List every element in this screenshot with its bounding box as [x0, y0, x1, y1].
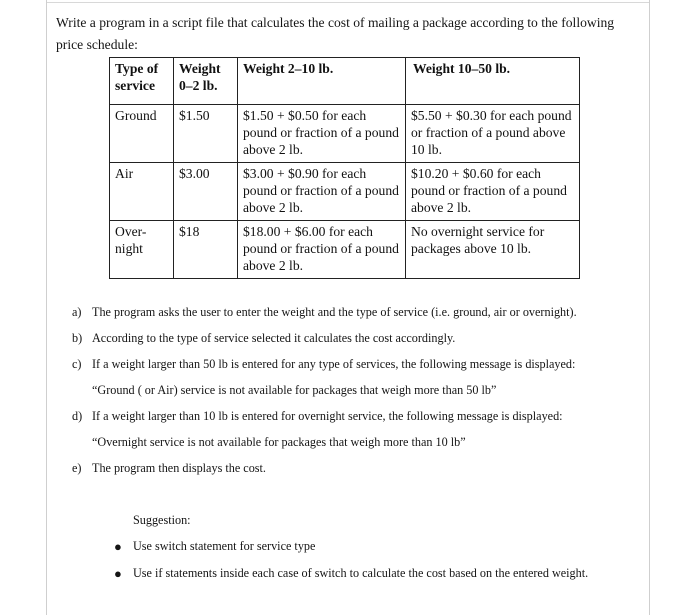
cell-ground-0-2: $1.50	[174, 105, 238, 163]
list-item	[72, 305, 647, 320]
cell-service-ground: Ground	[110, 105, 174, 163]
list-marker: e)	[72, 461, 82, 475]
suggestion-text: Use switch statement for service type	[133, 539, 316, 553]
header-weight-2-10: Weight 2–10 lb.	[238, 58, 406, 105]
cell-overnight-10-50: No overnight service for packages above 10 lb.	[406, 221, 580, 279]
error-message-quote: “Ground ( or Air) service is not available for packages that weigh more than 50 lb”	[92, 383, 497, 397]
cell-service-air: Air	[110, 163, 174, 221]
table-row	[110, 221, 580, 279]
price-schedule-table	[109, 57, 580, 279]
suggestion-list	[114, 539, 644, 593]
list-text: The program asks the user to enter the weight and the type of service (i.e. ground, air or overnight).	[92, 305, 577, 319]
list-text-block	[92, 357, 647, 398]
header-type-of-service: Type of service	[110, 58, 174, 105]
requirements-list	[72, 305, 647, 487]
list-text: According to the type of service selected it calculates the cost accordingly.	[92, 331, 456, 345]
header-weight-0-2: Weight 0–2 lb.	[174, 58, 238, 105]
list-text: If a weight larger than 10 lb is entered for overnight service, the following message is displayed:	[92, 409, 563, 423]
list-item	[72, 461, 647, 476]
suggestion-heading: Suggestion:	[133, 513, 191, 527]
list-text: If a weight larger than 50 lb is entered for any type of services, the following message is displayed:	[92, 357, 576, 371]
list-marker: d)	[72, 409, 83, 423]
bullet-icon: ●	[114, 566, 122, 581]
list-item	[72, 409, 647, 450]
intro-paragraph: Write a program in a script file that calculates the cost of mailing a package according to the following price schedule:	[56, 15, 615, 52]
cell-service-overnight: Over-night	[110, 221, 174, 279]
cell-ground-2-10: $1.50 + $0.50 for each pound or fraction of a pound above 2 lb.	[238, 105, 406, 163]
list-text-block	[92, 409, 647, 450]
document-page	[46, 0, 650, 615]
list-item	[72, 331, 647, 346]
list-marker: a)	[72, 305, 82, 319]
table-header-row	[110, 58, 580, 105]
header-weight-10-50	[406, 58, 580, 105]
top-divider	[47, 2, 649, 3]
list-text: The program then displays the cost.	[92, 461, 266, 475]
cell-ground-10-50: $5.50 + $0.30 for each pound or fraction of a pound above 10 lb.	[406, 105, 580, 163]
table-row	[110, 105, 580, 163]
suggestion-text: Use if statements inside each case of switch to calculate the cost based on the entered weight.	[133, 566, 589, 580]
cell-air-2-10: $3.00 + $0.90 for each pound or fraction of a pound above 2 lb.	[238, 163, 406, 221]
list-item	[114, 566, 644, 581]
bullet-icon: ●	[114, 539, 122, 554]
list-item	[72, 357, 647, 398]
header-weight-10-50-label: Weight 10–50 lb.	[413, 61, 511, 76]
error-message-quote: “Overnight service is not available for packages that weigh more than 10 lb”	[92, 435, 466, 449]
list-marker: c)	[72, 357, 82, 371]
cell-overnight-0-2: $18	[174, 221, 238, 279]
cell-overnight-2-10: $18.00 + $6.00 for each pound or fraction of a pound above 2 lb.	[238, 221, 406, 279]
cell-air-10-50: $10.20 + $0.60 for each pound or fraction of a pound above 2 lb.	[406, 163, 580, 221]
list-marker: b)	[72, 331, 83, 345]
table-row	[110, 163, 580, 221]
list-item	[114, 539, 644, 554]
cell-air-0-2: $3.00	[174, 163, 238, 221]
